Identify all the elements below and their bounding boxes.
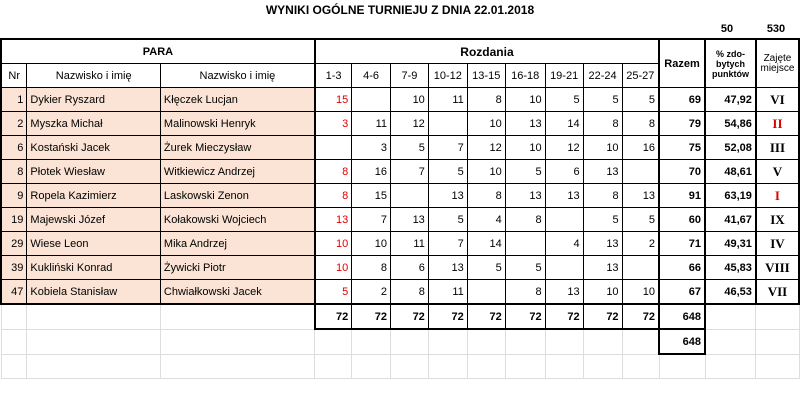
rozdania-header: Rozdania [315, 39, 659, 64]
round-score: 5 [428, 160, 467, 184]
procent-value: 45,83 [705, 256, 756, 280]
pair-number: 47 [1, 280, 27, 305]
player1-name: Majewski Józef [27, 208, 161, 232]
procent-value: 54,86 [705, 112, 756, 136]
round-score: 13 [583, 160, 622, 184]
round-score [467, 280, 505, 305]
empty-cell [315, 329, 352, 354]
procent-value: 47,92 [705, 88, 756, 112]
round-score: 13 [545, 280, 583, 305]
round-score: 13 [583, 232, 622, 256]
empty-row [1, 354, 799, 379]
player1-name: Kukliński Konrad [27, 256, 161, 280]
round-total: 72 [352, 304, 391, 329]
round-header: 4-6 [352, 64, 391, 88]
empty-cell [583, 354, 622, 379]
round-score: 13 [391, 208, 429, 232]
empty-cell [1, 354, 27, 379]
player1-name: Myszka Michał [27, 112, 161, 136]
empty-cell [428, 354, 467, 379]
empty-cell [352, 329, 391, 354]
place-value: VI [756, 88, 799, 112]
round-total: 72 [391, 304, 429, 329]
player1-name: Dykier Ryszard [27, 88, 161, 112]
pair-number: 2 [1, 112, 27, 136]
round-score: 10 [391, 88, 429, 112]
pair-number: 1 [1, 88, 27, 112]
round-score: 13 [428, 184, 467, 208]
round-score: 6 [545, 160, 583, 184]
nr-header: Nr [1, 64, 27, 88]
zajete-header: Zajęte miejsce [756, 39, 799, 88]
round-score: 8 [583, 112, 622, 136]
round-score: 4 [545, 232, 583, 256]
round-score [622, 160, 659, 184]
player2-name: Laskowski Zenon [160, 184, 314, 208]
razem-value: 71 [659, 232, 705, 256]
round-score: 10 [352, 232, 391, 256]
player1-name: Kobiela Stanisław [27, 280, 161, 305]
round-score: 16 [622, 136, 659, 160]
table-row [1, 112, 799, 136]
round-score: 11 [352, 112, 391, 136]
pair-number: 39 [1, 256, 27, 280]
header-numbers [0, 20, 800, 38]
round-score: 5 [315, 280, 352, 305]
empty-cell [545, 329, 583, 354]
round-score: 13 [505, 184, 545, 208]
razem-value: 91 [659, 184, 705, 208]
round-score: 3 [352, 136, 391, 160]
round-score: 5 [545, 88, 583, 112]
procent-value: 46,53 [705, 280, 756, 305]
round-score [428, 112, 467, 136]
procent-header: % zdo-bytych punktów [705, 39, 756, 88]
pair-number: 6 [1, 136, 27, 160]
player2-name: Żywicki Piotr [160, 256, 314, 280]
round-score [391, 184, 429, 208]
round-score [545, 256, 583, 280]
round-score: 12 [467, 136, 505, 160]
empty-cell [27, 329, 161, 354]
pair-number: 9 [1, 184, 27, 208]
empty-cell [1, 304, 27, 329]
round-score: 2 [622, 232, 659, 256]
empty-cell [505, 329, 545, 354]
razem-value: 67 [659, 280, 705, 305]
pair-number: 8 [1, 160, 27, 184]
round-score: 5 [505, 160, 545, 184]
round-score: 10 [467, 112, 505, 136]
name2-header: Nazwisko i imię [160, 64, 314, 88]
player2-name: Mika Andrzej [160, 232, 314, 256]
round-score: 15 [352, 184, 391, 208]
player1-name: Wiese Leon [27, 232, 161, 256]
round-score: 5 [505, 256, 545, 280]
round-score: 10 [315, 232, 352, 256]
round-score: 2 [352, 280, 391, 305]
empty-cell [659, 354, 705, 379]
razem-value: 69 [659, 88, 705, 112]
empty-cell [705, 354, 756, 379]
round-score [352, 88, 391, 112]
empty-cell [352, 354, 391, 379]
round-score: 8 [467, 88, 505, 112]
empty-cell [756, 354, 799, 379]
round-score: 10 [622, 280, 659, 305]
round-score: 8 [467, 184, 505, 208]
player2-name: Kołakowski Wojciech [160, 208, 314, 232]
round-total: 72 [622, 304, 659, 329]
player2-name: Żurek Mieczysław [160, 136, 314, 160]
empty-cell [583, 329, 622, 354]
round-score: 13 [505, 112, 545, 136]
table-row [1, 160, 799, 184]
round-header: 10-12 [428, 64, 467, 88]
round-score: 13 [583, 256, 622, 280]
empty-cell [756, 304, 799, 329]
round-header: 22-24 [583, 64, 622, 88]
round-header: 13-15 [467, 64, 505, 88]
round-score: 12 [391, 112, 429, 136]
round-score: 6 [391, 256, 429, 280]
round-header: 7-9 [391, 64, 429, 88]
round-score: 8 [315, 160, 352, 184]
round-score: 8 [391, 280, 429, 305]
round-score: 4 [467, 208, 505, 232]
empty-cell [467, 329, 505, 354]
round-score: 7 [391, 160, 429, 184]
total-razem: 648 [659, 304, 705, 329]
player2-name: Malinowski Henryk [160, 112, 314, 136]
empty-cell [705, 329, 756, 354]
round-score: 14 [545, 112, 583, 136]
player2-name: Witkiewicz Andrzej [160, 160, 314, 184]
name1-header: Nazwisko i imię [27, 64, 161, 88]
para-header: PARA [1, 39, 315, 64]
totals-row [1, 304, 799, 329]
round-header: 1-3 [315, 64, 352, 88]
razem-value: 70 [659, 160, 705, 184]
round-score: 16 [352, 160, 391, 184]
empty-cell [428, 329, 467, 354]
empty-cell [391, 354, 429, 379]
round-score: 7 [428, 232, 467, 256]
round-score: 5 [428, 208, 467, 232]
player2-name: Kłęczek Lucjan [160, 88, 314, 112]
round-total: 72 [428, 304, 467, 329]
round-score: 13 [545, 184, 583, 208]
round-score: 8 [505, 280, 545, 305]
round-score: 13 [315, 208, 352, 232]
round-header: 19-21 [545, 64, 583, 88]
empty-cell [160, 354, 314, 379]
round-score [545, 208, 583, 232]
procent-value: 52,08 [705, 136, 756, 160]
round-score: 10 [505, 88, 545, 112]
empty-cell [160, 304, 314, 329]
round-score [505, 232, 545, 256]
razem-header: Razem [659, 39, 705, 88]
empty-cell [756, 329, 799, 354]
round-header: 16-18 [505, 64, 545, 88]
round-score: 13 [428, 256, 467, 280]
place-value: III [756, 136, 799, 160]
round-score: 13 [622, 184, 659, 208]
empty-cell [391, 329, 429, 354]
place-value: V [756, 160, 799, 184]
empty-cell [545, 354, 583, 379]
round-score: 5 [391, 136, 429, 160]
razem-value: 75 [659, 136, 705, 160]
procent-value: 41,67 [705, 208, 756, 232]
table-row [1, 256, 799, 280]
round-score: 15 [315, 88, 352, 112]
empty-cell [160, 329, 314, 354]
round-score: 8 [622, 112, 659, 136]
round-score: 12 [545, 136, 583, 160]
round-total: 72 [505, 304, 545, 329]
round-score: 10 [505, 136, 545, 160]
place-value: VIII [756, 256, 799, 280]
round-score: 3 [315, 112, 352, 136]
round-total: 72 [467, 304, 505, 329]
grand-total-row [1, 329, 799, 354]
empty-cell [467, 354, 505, 379]
table-row [1, 280, 799, 305]
player2-name: Chwiałkowski Jacek [160, 280, 314, 305]
player1-name: Płotek Wiesław [27, 160, 161, 184]
round-score: 7 [352, 208, 391, 232]
sheet-title: WYNIKI OGÓLNE TURNIEJU Z DNIA 22.01.2018 [265, 3, 535, 17]
player1-name: Kostański Jacek [27, 136, 161, 160]
round-score: 10 [583, 280, 622, 305]
round-score: 5 [622, 208, 659, 232]
empty-cell [622, 329, 659, 354]
round-total: 72 [315, 304, 352, 329]
round-score: 10 [583, 136, 622, 160]
razem-value: 79 [659, 112, 705, 136]
miejsce-max: 530 [766, 23, 786, 35]
round-score: 5 [583, 208, 622, 232]
round-score: 5 [583, 88, 622, 112]
place-value: IX [756, 208, 799, 232]
player1-name: Ropela Kazimierz [27, 184, 161, 208]
round-score: 11 [428, 88, 467, 112]
empty-cell [705, 304, 756, 329]
procent-value: 48,61 [705, 160, 756, 184]
razem-value: 66 [659, 256, 705, 280]
round-score: 14 [467, 232, 505, 256]
empty-cell [622, 354, 659, 379]
round-score: 8 [315, 184, 352, 208]
pair-number: 29 [1, 232, 27, 256]
empty-cell [27, 354, 161, 379]
round-score: 7 [428, 136, 467, 160]
razem-value: 60 [659, 208, 705, 232]
table-row [1, 136, 799, 160]
round-score [315, 136, 352, 160]
results-table [0, 38, 800, 379]
procent-max: 50 [720, 23, 734, 35]
round-score: 5 [622, 88, 659, 112]
table-row [1, 232, 799, 256]
procent-value: 49,31 [705, 232, 756, 256]
place-value: II [756, 112, 799, 136]
round-score: 11 [428, 280, 467, 305]
grand-total-razem: 648 [659, 329, 705, 354]
round-score [622, 256, 659, 280]
round-header: 25-27 [622, 64, 659, 88]
table-row [1, 208, 799, 232]
round-score: 8 [583, 184, 622, 208]
empty-cell [315, 354, 352, 379]
round-score: 8 [352, 256, 391, 280]
round-score: 5 [467, 256, 505, 280]
round-score: 10 [315, 256, 352, 280]
pair-number: 19 [1, 208, 27, 232]
empty-cell [505, 354, 545, 379]
table-row [1, 184, 799, 208]
table-row [1, 88, 799, 112]
round-score: 8 [505, 208, 545, 232]
round-score: 11 [391, 232, 429, 256]
empty-cell [27, 304, 161, 329]
place-value: IV [756, 232, 799, 256]
round-score: 10 [467, 160, 505, 184]
place-value: VII [756, 280, 799, 305]
round-total: 72 [583, 304, 622, 329]
procent-value: 63,19 [705, 184, 756, 208]
place-value: I [756, 184, 799, 208]
round-total: 72 [545, 304, 583, 329]
empty-cell [1, 329, 27, 354]
